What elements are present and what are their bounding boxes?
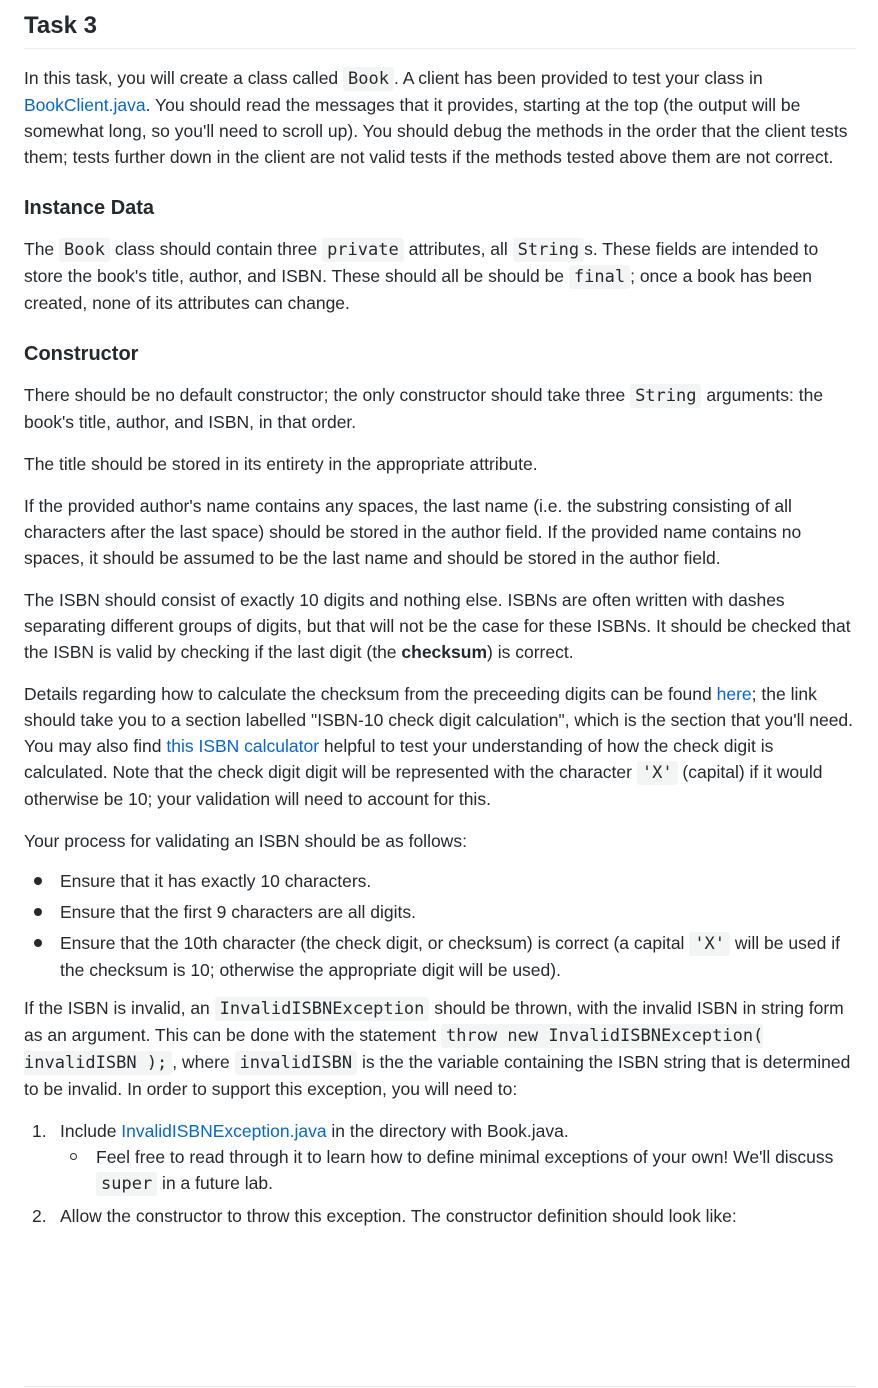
list-item: Ensure that it has exactly 10 characters. [60,868,856,894]
list-item: Feel free to read through it to learn how to define minimal exceptions of your own! We'll discuss super in a future lab. [96,1144,856,1197]
list-item: 2. Allow the constructor to throw this exception. The constructor definition should look like: [60,1203,856,1229]
inline-code: Book [343,67,394,91]
page-title: Task 3 [24,0,856,49]
list-number: 2. [32,1206,47,1226]
inline-code: 'X' [689,932,730,956]
list-item: 1. Include InvalidISBNException.java in the directory with Book.java. Feel free to read through it to learn how to define minimal exceptions of your own! We'll discuss super in a future lab. [60,1118,856,1197]
inline-code: invalidISBN [235,1051,358,1075]
list-item: Ensure that the first 9 characters are all digits. [60,899,856,925]
constructor-paragraph-3: If the provided author's name contains any spaces, the last name (i.e. the substring consisting of all characters after the last space) should be stored in the author field. If the provided name contains no spaces, it should be assumed to be the last name and should be stored in the author field. [24,496,802,568]
inline-code: private [322,238,404,262]
constructor-heading: Constructor [24,343,139,365]
checksum-details-paragraph: Details regarding how to calculate the checksum from the preceeding digits can be found here; the link should take you to a section labelled "ISBN-10 check digit calculation", which is the section that you'll need. You may also find this ISBN calculator helpful to test your understanding of how the check digit is calculated. Note that the check digit digit will be represented with the character 'X' (capital) if it would otherwise be 10; your validation will need to account for this. [24,684,854,809]
inline-code: final [569,265,630,289]
exception-steps-list [24,1118,856,1229]
inline-code: String [513,238,584,262]
exception-paragraph: If the ISBN is invalid, an InvalidISBNException should be thrown, with the invalid ISBN in string form as an argument. This can be done with the statement throw new InvalidISBNException( invalidISBN ); , where invalidISBN is the the variable containing the ISBN string that is determined to be invalid. In order to support this exception, you will need to: [24,998,851,1099]
intro-paragraph: In this task, you will create a class called Book . A client has been provided to test your class in BookClient.java. You should read the messages that it provides, starting at the top (the output will be somewhat long, so you'll need to scroll up). You should debug the methods in the order that the client tests them; tests further down in the client are not valid tests if the methods tested above them are not correct. [24,68,848,167]
bookclient-link[interactable]: BookClient.java [24,95,146,115]
constructor-paragraph-1: There should be no default constructor; the only constructor should take three String arguments: the book's title, author, and ISBN, in that order. [24,385,824,432]
instance-data-heading: Instance Data [24,197,155,219]
validation-steps-list [24,868,856,983]
inline-code: 'X' [637,761,678,785]
validation-intro-paragraph: Your process for validating an ISBN should be as follows: [24,831,467,851]
constructor-paragraph-2: The title should be stored in its entirety in the appropriate attribute. [24,454,538,474]
inline-code: throw new InvalidISBNException( invalidISBN ); [24,1026,764,1073]
instance-data-paragraph: The Book class should contain three private attributes, all String s. These fields are intended to store the book's title, author, and ISBN. These should all be should be final ; once a book has been created, none of its attributes can change. [24,239,819,313]
inline-code: super [96,1172,157,1196]
here-link[interactable]: here [716,684,752,704]
code-block-top-edge [24,1386,856,1387]
isbn-paragraph: The ISBN should consist of exactly 10 digits and nothing else. ISBNs are often written with dashes separating different groups of digits, but that will not be the case for these ISBNs. It should be checked that the ISBN is valid by checking if the last digit (the checksum) is correct. [24,590,851,662]
isbn-calculator-link[interactable]: this ISBN calculator [166,736,320,756]
inline-code: Book [59,238,110,262]
inline-code: InvalidISBNException [215,997,430,1021]
inline-code: String [630,384,701,408]
checksum-bold: checksum [401,642,488,662]
list-item: Ensure that the 10th character (the check digit, or checksum) is correct (a capital 'X' will be used if the checksum is 10; otherwise the appropriate digit will be used). [60,930,856,983]
invalidisbnexception-link[interactable]: InvalidISBNException.java [121,1121,327,1141]
sub-list [60,1144,856,1197]
list-number: 1. [32,1121,47,1141]
